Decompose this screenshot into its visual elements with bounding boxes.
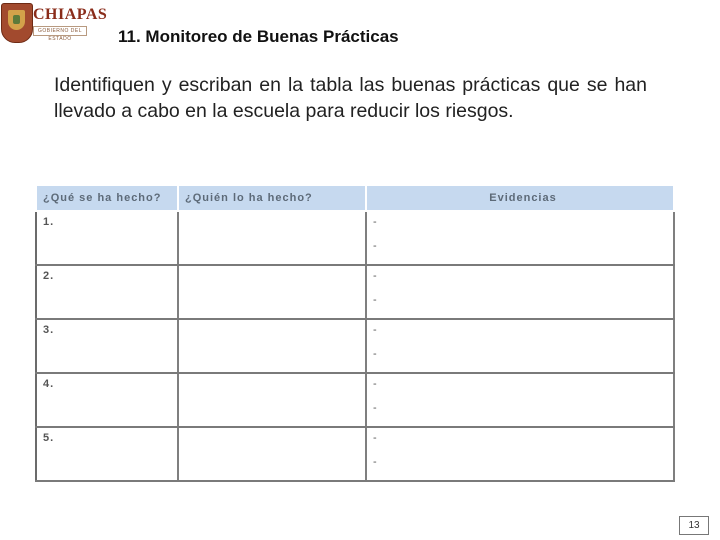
evidence-bullet: -	[373, 216, 377, 228]
table-row	[36, 265, 674, 319]
page-number: 13	[679, 516, 709, 535]
evidence-cell[interactable]	[366, 319, 674, 373]
row-number[interactable]: 3.	[36, 319, 178, 373]
evidence-bullet: -	[373, 402, 377, 414]
logo-name: CHIAPAS	[33, 6, 108, 23]
evidence-bullet: -	[373, 348, 377, 360]
row-number[interactable]: 4.	[36, 373, 178, 427]
evidence-bullet: -	[373, 378, 377, 390]
evidence-bullet: -	[373, 324, 377, 336]
row-number[interactable]: 5.	[36, 427, 178, 481]
evidence-bullet: -	[373, 294, 377, 306]
who-cell[interactable]	[178, 265, 366, 319]
who-cell[interactable]	[178, 211, 366, 265]
evidence-bullet: -	[373, 270, 377, 282]
evidence-cell[interactable]	[366, 427, 674, 481]
evidence-bullet: -	[373, 240, 377, 252]
table-header-row	[36, 185, 674, 211]
page-title: 11. Monitoreo de Buenas Prácticas	[118, 27, 399, 46]
logo-subtitle: GOBIERNO DEL ESTADO	[33, 26, 87, 36]
who-cell[interactable]	[178, 373, 366, 427]
chiapas-logo	[0, 2, 108, 44]
evidence-bullet: -	[373, 432, 377, 444]
who-cell[interactable]	[178, 319, 366, 373]
evidence-cell[interactable]	[366, 265, 674, 319]
table-row	[36, 211, 674, 265]
instructions-text: Identifiquen y escriban en la tabla las buenas prácticas que se han llevado a cabo en la escuela para reducir los riesgos.	[54, 74, 647, 122]
evidence-cell[interactable]	[366, 211, 674, 265]
who-cell[interactable]	[178, 427, 366, 481]
evidence-bullet: -	[373, 456, 377, 468]
table-row	[36, 427, 674, 481]
table-row	[36, 319, 674, 373]
column-header-who: ¿Quién lo ha hecho?	[178, 185, 366, 211]
column-header-evidence: Evidencias	[366, 185, 674, 211]
column-header-what: ¿Qué se ha hecho?	[36, 185, 178, 211]
table-row	[36, 373, 674, 427]
row-number[interactable]: 2.	[36, 265, 178, 319]
evidence-cell[interactable]	[366, 373, 674, 427]
good-practices-table	[35, 184, 675, 482]
row-number[interactable]: 1.	[36, 211, 178, 265]
coat-of-arms-icon	[1, 3, 33, 43]
